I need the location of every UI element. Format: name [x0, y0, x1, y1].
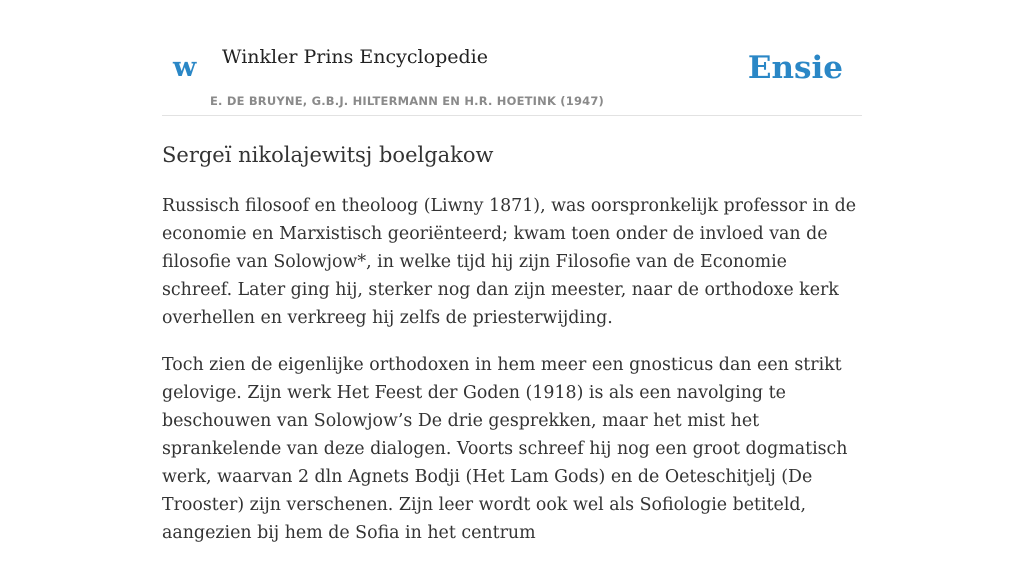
article-title: Sergeï nikolajewitsj boelgakow	[162, 143, 494, 167]
encyclopedia-title[interactable]: Winkler Prins Encyclopedie	[222, 46, 488, 68]
article	[162, 140, 862, 566]
encyclopedia-logo-icon[interactable]: w	[173, 52, 197, 83]
article-paragraph-2: Toch zien de eigenlijke orthodoxen in hem meer een gnosticus dan een strikt gelovige. Zijn werk Het Feest der Goden (1918) is als een navolging te beschouwen van Solowjow’s De drie gesprekken, maar het mist het sprankelende van deze dialogen. Voorts schreef hij nog een groot dogmatisch werk, waarvan 2 dln Agnets Bodji (Het Lam Gods) en de Oeteschitjelj (De Trooster) zijn verschenen. Zijn leer wordt ook wel als Sofiologie betiteld, aangezien bij hem de Sofia in het centrum	[162, 355, 848, 543]
encyclopedia-authors: E. DE BRUYNE, G.B.J. HILTERMANN EN H.R. HOETINK (1947)	[210, 94, 605, 108]
site-header	[162, 36, 862, 116]
ensie-logo[interactable]: Ensie	[747, 50, 843, 86]
article-paragraph-1: Russisch filosoof en theoloog (Liwny 1871), was oorspronkelijk professor in de economie en Marxistisch georiënteerd; kwam toen onder de invloed van de filosofie van Solowjow*, in welke tijd hij zijn Filosofie van de Economie schreef. Later ging hij, sterker nog dan zijn meester, naar de orthodoxe kerk overhellen en verkreeg hij zelfs de priesterwijding.	[162, 196, 857, 328]
